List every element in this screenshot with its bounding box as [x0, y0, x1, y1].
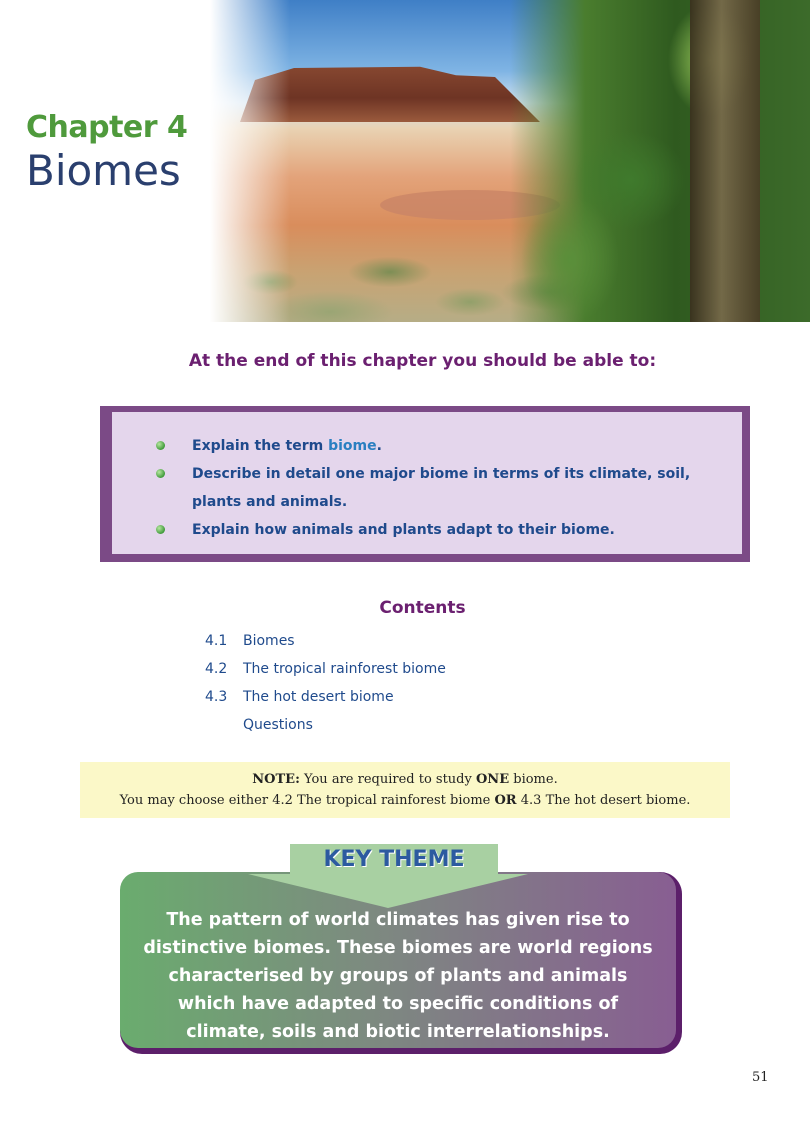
objectives-heading: At the end of this chapter you should be able to: [188, 351, 657, 371]
section-number: 4.3 [205, 689, 228, 705]
note-text: biome. [509, 772, 558, 787]
note-text: 4.3 The hot desert biome. [516, 793, 691, 808]
key-theme-text: The pattern of world climates has given rise to distinctive biomes. These biomes are world regions characterised by groups of plants and animals which have adapted to specific conditions of climate, soils and biotic interrelationships. [120, 872, 676, 1048]
green-bullet-icon [156, 525, 165, 534]
note-line-1 [80, 769, 730, 790]
section-title: The tropical rainforest biome [243, 661, 446, 677]
contents-heading: Contents [379, 598, 466, 618]
green-bullet-icon [156, 441, 165, 450]
section-title: Biomes [243, 633, 295, 649]
objectives-list [156, 432, 742, 544]
contents-list [205, 627, 446, 739]
section-title: The hot desert biome [243, 689, 394, 705]
note-label: NOTE: [252, 772, 300, 787]
note-box [80, 762, 730, 818]
key-theme-label: KEY THEME [290, 844, 498, 876]
tree-trunk [690, 0, 760, 322]
objective-item [156, 516, 742, 544]
objective-text: Explain how animals and plants adapt to their biome. [192, 522, 615, 538]
contents-item[interactable] [205, 683, 446, 711]
contents-item[interactable] [205, 655, 446, 683]
objective-item [156, 432, 742, 460]
section-number: 4.1 [205, 633, 228, 649]
note-emphasis: ONE [475, 772, 510, 787]
objectives-panel [112, 412, 742, 554]
rainforest-foliage [510, 0, 810, 322]
objective-text: Explain the term [192, 438, 329, 454]
photo-fade [210, 0, 290, 322]
contents-item[interactable] [205, 627, 446, 655]
note-emphasis: OR [494, 793, 517, 808]
objectives-box [100, 406, 750, 562]
note-text: You are required to study [304, 772, 476, 787]
chapter-title: Biomes [26, 146, 181, 195]
contents-item[interactable] [205, 711, 446, 739]
objective-text: Describe in detail one major biome in terms of its climate, soil, plants and animals. [192, 466, 691, 510]
note-line-2 [80, 790, 730, 811]
page-number: 51 [752, 1070, 769, 1085]
green-bullet-icon [156, 469, 165, 478]
objective-item [156, 460, 742, 516]
note-text: You may choose either 4.2 The tropical rainforest biome [119, 793, 495, 808]
section-title: Questions [243, 717, 313, 733]
section-number: 4.2 [205, 661, 228, 677]
objective-punct: . [376, 438, 382, 454]
header-photo [210, 0, 810, 322]
chapter-label: Chapter 4 [26, 110, 188, 145]
biome-term: biome [328, 438, 377, 454]
